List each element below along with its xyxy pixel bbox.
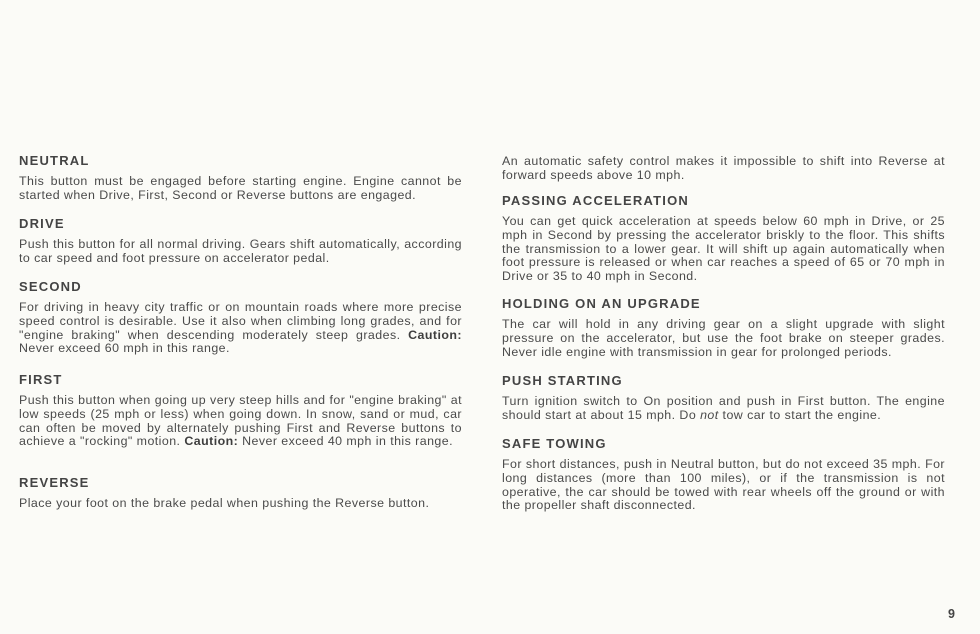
heading-neutral: NEUTRAL — [19, 153, 90, 168]
paragraph-first — [19, 394, 462, 449]
section-second — [19, 279, 462, 356]
section-drive — [19, 216, 462, 266]
caution-text: Never exceed 40 mph in this range. — [238, 434, 454, 449]
section-push-starting — [502, 373, 945, 423]
push-text-a: Turn ignition switch to On position and push in First button. The engine should start at about 15 mph. Do — [502, 394, 945, 422]
page-number: 9 — [948, 607, 955, 621]
paragraph-holding-upgrade: The car will hold in any driving gear on a slight upgrade with slight pressure on the accelerator, but use the foot brake on steeper grades. Never idle engine with transmission in gear for prolonged periods. — [502, 317, 945, 359]
caution-label: Caution: — [184, 434, 239, 449]
paragraph-reverse: Place your foot on the brake pedal when pushing the Reverse button. — [19, 496, 430, 510]
heading-reverse: REVERSE — [19, 475, 90, 490]
section-first — [19, 372, 462, 449]
paragraph-neutral: This button must be engaged before starting engine. Engine cannot be started when Drive, First, Second or Reverse buttons are engaged. — [19, 174, 462, 202]
heading-passing-acceleration: PASSING ACCELERATION — [502, 193, 689, 208]
heading-holding-upgrade: HOLDING ON AN UPGRADE — [502, 296, 701, 311]
section-intro — [502, 155, 945, 183]
paragraph-drive: Push this button for all normal driving. Gears shift automatically, according to car speed and foot pressure on accelerator pedal. — [19, 237, 462, 265]
caution-label: Caution: — [408, 327, 462, 342]
section-reverse — [19, 475, 462, 511]
push-text-b: tow car to start the engine. — [718, 407, 882, 422]
first-text: Push this button when going up very steep hills and for "engine braking" at low speeds (25 mph or less) when going down. In snow, sand or mud, car can often be moved by alternately pushing First and Reverse buttons to achieve a "rocking" motion. — [19, 393, 462, 449]
paragraph-safe-towing: For short distances, push in Neutral button, but do not exceed 35 mph. For long distances (more than 100 miles), or if the transmission is not operative, the car should be towed with rear wheels off the ground or with the propeller shaft disconnected. — [502, 457, 945, 513]
second-text: For driving in heavy city traffic or on mountain roads where more precise speed control is desirable. Use it also when climbing long grades, and for "engine braking" when descending moderately steep grades. — [19, 300, 462, 342]
heading-drive: DRIVE — [19, 216, 65, 231]
section-holding-upgrade — [502, 296, 945, 359]
section-passing-acceleration — [502, 193, 945, 284]
heading-safe-towing: SAFE TOWING — [502, 436, 607, 451]
section-safe-towing — [502, 436, 945, 513]
caution-text: Never exceed 60 mph in this range. — [19, 341, 230, 356]
paragraph-passing-acceleration: You can get quick acceleration at speeds below 60 mph in Drive, or 25 mph in Second by pressing the accelerator briskly to the floor. This shifts the transmission to a lower gear. It will shift up again automatically when foot pressure is released or when car reaches a speed of 65 or 70 mph in Drive or 35 to 40 mph in Second. — [502, 214, 945, 284]
heading-first: FIRST — [19, 372, 63, 387]
paragraph-second — [19, 301, 462, 356]
paragraph-push-starting — [502, 395, 945, 423]
section-neutral — [19, 153, 462, 203]
heading-push-starting: PUSH STARTING — [502, 373, 623, 388]
paragraph-reverse-safety: An automatic safety control makes it impossible to shift into Reverse at forward speeds above 10 mph. — [502, 154, 945, 182]
push-text-emphasis: not — [700, 407, 719, 422]
heading-second: SECOND — [19, 279, 82, 294]
